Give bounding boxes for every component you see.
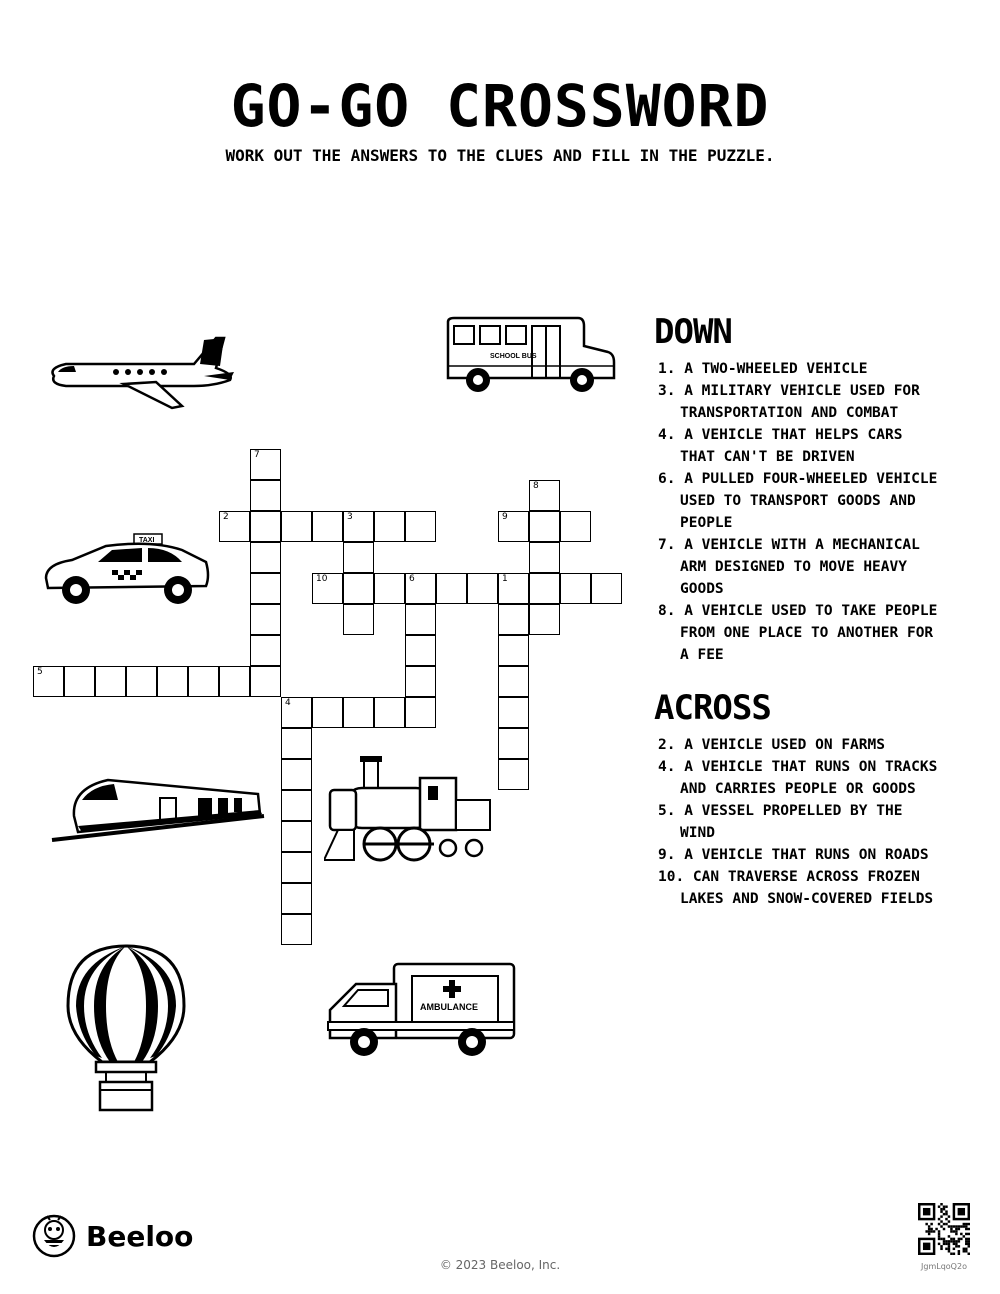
crossword-cell[interactable] xyxy=(343,604,374,635)
crossword-cell[interactable] xyxy=(498,635,529,666)
crossword-cell[interactable] xyxy=(374,697,405,728)
crossword-cell[interactable] xyxy=(498,511,529,542)
crossword-cell[interactable] xyxy=(281,883,312,914)
crossword-cell[interactable] xyxy=(312,697,343,728)
beeloo-logo xyxy=(32,1214,193,1258)
train-icon xyxy=(48,770,268,842)
crossword-cell[interactable] xyxy=(281,511,312,542)
cell-number: 6 xyxy=(409,574,415,584)
crossword-cell[interactable] xyxy=(126,666,157,697)
crossword-cell[interactable] xyxy=(529,604,560,635)
crossword-cell[interactable] xyxy=(529,511,560,542)
crossword-cell[interactable] xyxy=(250,635,281,666)
crossword-cell[interactable] xyxy=(374,511,405,542)
crossword-cell[interactable] xyxy=(188,666,219,697)
crossword-cell[interactable] xyxy=(405,635,436,666)
cell-number: 2 xyxy=(223,512,229,522)
crossword-cell[interactable] xyxy=(498,697,529,728)
crossword-cell[interactable] xyxy=(95,666,126,697)
crossword-cell[interactable] xyxy=(219,666,250,697)
across-clue: 2. A VEHICLE USED ON FARMS xyxy=(658,737,885,753)
crossword-cell[interactable] xyxy=(250,449,281,480)
crossword-cell[interactable] xyxy=(281,728,312,759)
across-clues xyxy=(654,734,954,910)
across-clue: 4. A VEHICLE THAT RUNS ON TRACKS AND CARRIES PEOPLE OR GOODS xyxy=(658,759,938,797)
cell-number: 8 xyxy=(533,481,539,491)
crossword-cell[interactable] xyxy=(529,480,560,511)
across-clue: 9. A VEHICLE THAT RUNS ON ROADS xyxy=(658,847,929,863)
crossword-cell[interactable] xyxy=(219,511,250,542)
down-clue: 1. A TWO-WHEELED VEHICLE xyxy=(658,361,868,377)
crossword-cell[interactable] xyxy=(529,573,560,604)
crossword-cell[interactable] xyxy=(281,914,312,945)
page-title: GO-GO CROSSWORD xyxy=(230,72,770,140)
ambulance-icon xyxy=(326,962,518,1062)
qr-caption: JgmLqoQ2o xyxy=(921,1262,967,1271)
school-bus-icon xyxy=(444,316,616,396)
crossword-cell[interactable] xyxy=(560,511,591,542)
crossword-cell[interactable] xyxy=(250,511,281,542)
crossword-cell[interactable] xyxy=(498,573,529,604)
qr-code-icon[interactable] xyxy=(918,1203,970,1255)
crossword-cell[interactable] xyxy=(281,697,312,728)
down-heading: DOWN xyxy=(654,312,732,352)
cell-number: 9 xyxy=(502,512,508,522)
crossword-cell[interactable] xyxy=(343,511,374,542)
cell-number: 7 xyxy=(254,450,260,460)
crossword-cell[interactable] xyxy=(281,759,312,790)
crossword-cell[interactable] xyxy=(281,821,312,852)
taxi-label: TAXI xyxy=(139,537,155,544)
crossword-cell[interactable] xyxy=(343,697,374,728)
bee-icon xyxy=(32,1214,76,1258)
crossword-cell[interactable] xyxy=(529,542,560,573)
school-bus-label: SCHOOL BUS xyxy=(490,353,537,360)
crossword-cell[interactable] xyxy=(374,573,405,604)
crossword-cell[interactable] xyxy=(64,666,95,697)
crossword-cell[interactable] xyxy=(250,542,281,573)
crossword-cell[interactable] xyxy=(405,604,436,635)
copyright: © 2023 Beeloo, Inc. xyxy=(439,1258,561,1272)
cell-number: 1 xyxy=(502,574,508,584)
crossword-cell[interactable] xyxy=(560,573,591,604)
down-clue: 3. A MILITARY VEHICLE USED FOR TRANSPORTATION AND COMBAT xyxy=(658,383,920,421)
crossword-cell[interactable] xyxy=(498,666,529,697)
crossword-cell[interactable] xyxy=(591,573,622,604)
across-clue: 5. A VESSEL PROPELLED BY THE WIND xyxy=(658,803,903,841)
crossword-cell[interactable] xyxy=(312,511,343,542)
brand-name: Beeloo xyxy=(86,1219,194,1253)
crossword-cell[interactable] xyxy=(343,573,374,604)
crossword-cell[interactable] xyxy=(250,480,281,511)
crossword-cell[interactable] xyxy=(250,573,281,604)
down-clue: 4. A VEHICLE THAT HELPS CARS THAT CAN'T BE DRIVEN xyxy=(658,427,903,465)
clues-panel xyxy=(654,312,954,932)
ambulance-label: AMBULANCE xyxy=(420,1002,478,1012)
crossword-cell[interactable] xyxy=(405,573,436,604)
crossword-cell[interactable] xyxy=(157,666,188,697)
crossword-cell[interactable] xyxy=(250,666,281,697)
crossword-cell[interactable] xyxy=(33,666,64,697)
crossword-cell[interactable] xyxy=(498,759,529,790)
across-clue: 10. CAN TRAVERSE ACROSS FROZEN LAKES AND SNOW-COVERED FIELDS xyxy=(658,869,934,907)
crossword-cell[interactable] xyxy=(467,573,498,604)
cell-number: 4 xyxy=(285,698,291,708)
instructions: WORK OUT THE ANSWERS TO THE CLUES AND FILL IN THE PUZZLE. xyxy=(225,146,775,165)
crossword-cell[interactable] xyxy=(250,604,281,635)
across-heading: ACROSS xyxy=(654,688,771,728)
crossword-cell[interactable] xyxy=(405,697,436,728)
crossword-cell[interactable] xyxy=(405,511,436,542)
crossword-cell[interactable] xyxy=(343,542,374,573)
cell-number: 3 xyxy=(347,512,353,522)
cell-number: 5 xyxy=(37,667,43,677)
taxi-icon xyxy=(42,532,212,608)
down-clue: 8. A VEHICLE USED TO TAKE PEOPLE FROM ONE PLACE TO ANOTHER FOR A FEE xyxy=(658,603,938,663)
crossword-cell[interactable] xyxy=(312,573,343,604)
crossword-cell[interactable] xyxy=(405,666,436,697)
airplane-icon xyxy=(44,332,239,412)
crossword-cell[interactable] xyxy=(281,790,312,821)
crossword-cell[interactable] xyxy=(498,604,529,635)
crossword-cell[interactable] xyxy=(281,852,312,883)
hot-air-balloon-icon xyxy=(66,944,186,1112)
down-clue: 7. A VEHICLE WITH A MECHANICAL ARM DESIGNED TO MOVE HEAVY GOODS xyxy=(658,537,920,597)
crossword-cell[interactable] xyxy=(498,728,529,759)
cell-number: 10 xyxy=(316,574,328,584)
steam-locomotive-icon xyxy=(324,756,494,872)
crossword-cell[interactable] xyxy=(436,573,467,604)
down-clue: 6. A PULLED FOUR-WHEELED VEHICLE USED TO TRANSPORT GOODS AND PEOPLE xyxy=(658,471,938,531)
down-clues xyxy=(654,358,954,666)
